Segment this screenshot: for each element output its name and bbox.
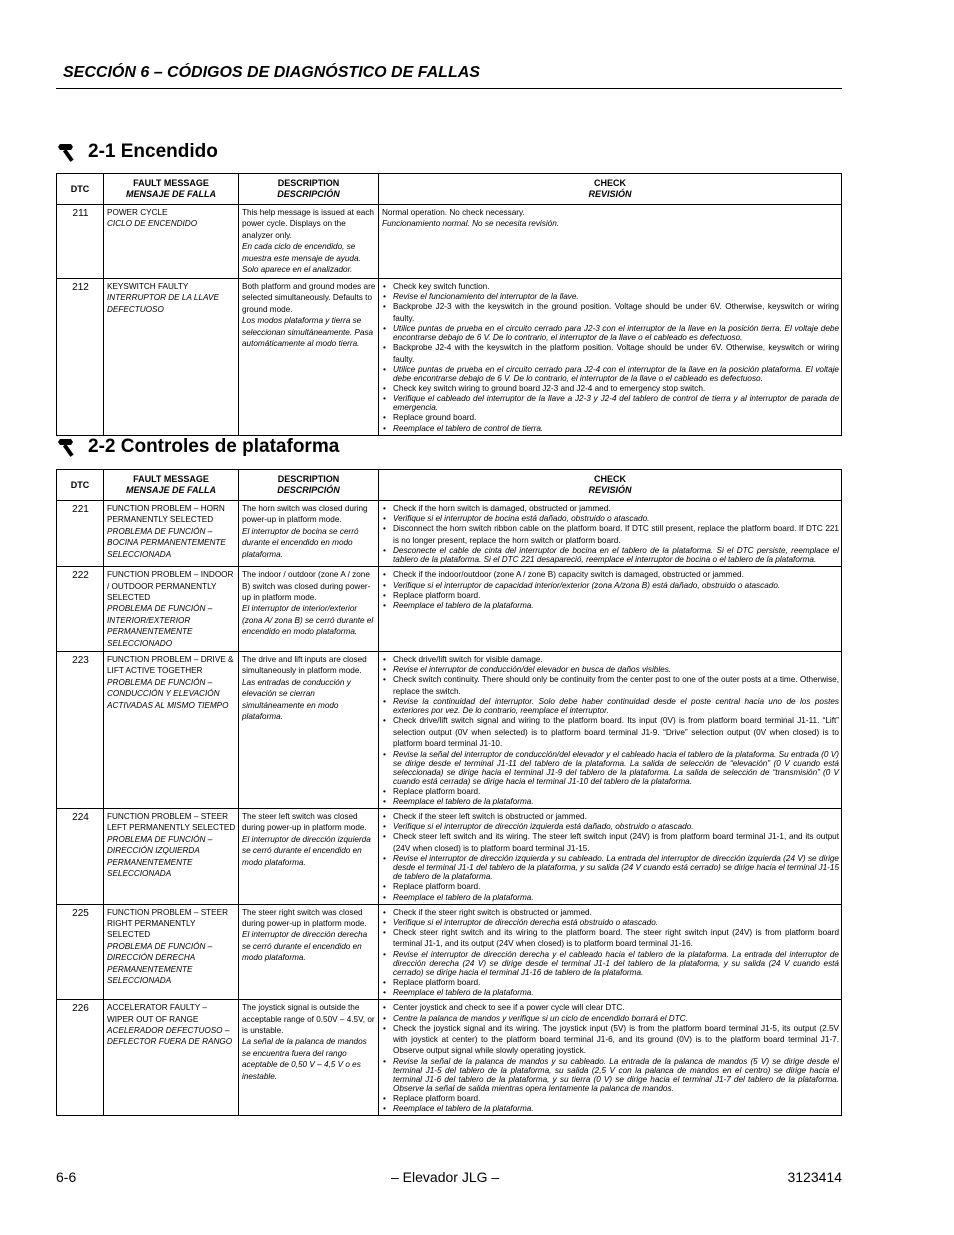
check-item: • Verifique si el interruptor de capacidad interior/exterior (zona A/zona B) está dañado, obstruido o atascado. xyxy=(382,581,839,590)
check-item: • Check key switch function. xyxy=(382,281,839,292)
document-number: 3123414 xyxy=(787,1169,842,1185)
wrench-hammer-icon xyxy=(56,436,80,458)
check-item: • Verifique el cableado del interruptor de la llave a J2-3 y J2-4 del tablero de control de tierra y al interruptor de parada de emergencia. xyxy=(382,394,839,412)
table-row xyxy=(57,808,842,904)
check-item: • Replace platform board. xyxy=(382,786,839,797)
check-item: • Check if the indoor/outdoor (zone A / zone B) capacity switch is damaged, obstructed or jammed. xyxy=(382,569,839,580)
dtc-code: 222 xyxy=(57,567,104,652)
check-item: • Disconnect the horn switch ribbon cable on the platform board. If DTC still present, replace the platform board. If DTC 221 is no longer present, replace the horn switch or platform board. xyxy=(382,523,839,546)
check-item: • Center joystick and check to see if a power cycle will clear DTC. xyxy=(382,1002,839,1013)
check-item: • Backprobe J2-4 with the keyswitch in the platform position. Voltage should be under 6V. Otherwise, keyswitch or wiring faulty. xyxy=(382,342,839,365)
table-row xyxy=(57,1000,842,1116)
check-item: • Centre la palanca de mandos y verifique si un ciclo de encendido borrará el DTC. xyxy=(382,1014,839,1023)
dtc-code: 224 xyxy=(57,808,104,904)
fault-description: The steer left switch was closed during power-up in platform mode. El interruptor de dirección izquierda se cerró durante el encendido en modo plataforma. xyxy=(239,808,379,904)
check-item: • Replace platform board. xyxy=(382,590,839,601)
fault-message: FUNCTION PROBLEM – HORN PERMANENTLY SELECTED PROBLEMA DE FUNCIÓN – BOCINA PERMANENTEMENTE SELECCIONADA xyxy=(104,501,239,567)
fault-message: FUNCTION PROBLEM – STEER LEFT PERMANENTLY SELECTED PROBLEMA DE FUNCIÓN – DIRECCIÓN IZQUIERDA PERMANENTEMENTE SELECCIONADA xyxy=(104,808,239,904)
table-row xyxy=(57,279,842,436)
check-item: • Replace ground board. xyxy=(382,412,839,423)
check-item: • Reemplace el tablero de la plataforma. xyxy=(382,797,839,806)
col-header-description: DESCRIPTION DESCRIPCIÓN xyxy=(239,174,379,205)
check-list xyxy=(382,281,839,433)
table-header-row xyxy=(57,470,842,501)
fault-check xyxy=(379,501,842,567)
fault-check xyxy=(379,808,842,904)
check-item: • Revise el funcionamiento del interruptor de la llave. xyxy=(382,292,839,301)
check-item: • Desconecte el cable de cinta del interruptor de bocina en el tablero de la plataforma. Si el DTC persiste, reemplace el tablero de la plataforma. Si el DTC 221 desapareció, reemplace el interruptor de bocina o el tablero de la plataforma. xyxy=(382,546,839,564)
check-item: • Check switch continuity. There should only be continuity from the center post to one of the outer posts at a time. Otherwise, replace the switch. xyxy=(382,674,839,697)
fault-description: The drive and lift inputs are closed simultaneously in platform mode. Las entradas de conducción y elevación se cierran simultáneamente en modo plataforma. xyxy=(239,652,379,809)
table-row xyxy=(57,567,842,652)
check-item: • Reemplace el tablero de la plataforma. xyxy=(382,601,839,610)
check-item: • Revise el interruptor de conducción/del elevador en busca de daños visibles. xyxy=(382,665,839,674)
fault-message: FUNCTION PROBLEM – DRIVE & LIFT ACTIVE TOGETHER PROBLEMA DE FUNCIÓN – CONDUCCIÓN Y ELEVACIÓN ACTIVADAS AL MISMO TIEMPO xyxy=(104,652,239,809)
check-item: • Replace platform board. xyxy=(382,977,839,988)
col-header-fault-message: FAULT MESSAGE MENSAJE DE FALLA xyxy=(104,470,239,501)
check-item: • Verifique si el interruptor de bocina está dañado, obstruido o atascado. xyxy=(382,514,839,523)
check-list xyxy=(382,811,839,902)
wrench-hammer-icon xyxy=(56,141,80,163)
col-header-fault-message: FAULT MESSAGE MENSAJE DE FALLA xyxy=(104,174,239,205)
table-row xyxy=(57,205,842,279)
check-item: • Reemplace el tablero de la plataforma. xyxy=(382,988,839,997)
fault-description: Both platform and ground modes are selected simultaneously. Defaults to ground mode. Los modos plataforma y tierra se seleccionan simultáneamente. Pasa automáticamente al modo tierra. xyxy=(239,279,379,436)
fault-description: The horn switch was closed during power-up in platform mode. El interruptor de bocina se cerró durante el encendido en modo plataforma. xyxy=(239,501,379,567)
col-header-dtc: DTC xyxy=(57,174,104,205)
col-header-check: CHECK REVISIÓN xyxy=(379,174,842,205)
dtc-code: 223 xyxy=(57,652,104,809)
fault-message: FUNCTION PROBLEM – INDOOR / OUTDOOR PERMANENTLY SELECTED PROBLEMA DE FUNCIÓN – INTERIOR/EXTERIOR PERMANENTEMENTE SELECCIONADO xyxy=(104,567,239,652)
fault-check xyxy=(379,279,842,436)
check-list xyxy=(382,1002,839,1113)
header-divider xyxy=(56,88,842,89)
check-item: • Revise la señal del interruptor de conducción/del elevador y el cableado hacia el tablero de la plataforma. Su entrada (0 V) se dirige desde el terminal J1-11 del tablero de la plataforma. La salida de selección de “elevación” (0 V cuando está seleccionada) se dirige hacia el terminal J1-9 del tablero de la plataforma. La salida de selección de “transmisión” (0 V cuando está cerrada) se dirige hacia el terminal J1-10 del tablero de la plataforma. xyxy=(382,750,839,786)
table-row xyxy=(57,501,842,567)
check-item: • Verifique si el interruptor de dirección derecha está obstruido o atascado. xyxy=(382,918,839,927)
check-item: • Utilice puntas de prueba en el circuito cerrado para J2-4 con el interruptor de la llave en la posición plataforma. El voltaje debe encontrarse debajo de 6 V. De lo contrario, el interruptor de la llave o el cableado es defectuoso. xyxy=(382,365,839,383)
check-list xyxy=(382,569,839,610)
dtc-code: 211 xyxy=(57,205,104,279)
col-header-description: DESCRIPTION DESCRIPCIÓN xyxy=(239,470,379,501)
fault-check xyxy=(379,652,842,809)
check-item: • Check drive/lift switch for visible damage. xyxy=(382,654,839,665)
fault-message: FUNCTION PROBLEM – STEER RIGHT PERMANENTLY SELECTED PROBLEMA DE FUNCIÓN – DIRECCIÓN DERECHA PERMANENTEMENTE SELECCIONADA xyxy=(104,904,239,1000)
fault-description: The steer right switch was closed during power-up in platform mode. El interruptor de dirección derecha se cerró durante el encendido en modo plataforma. xyxy=(239,904,379,1000)
fault-check xyxy=(379,904,842,1000)
section-2-1-title xyxy=(56,141,218,163)
dtc-code: 221 xyxy=(57,501,104,567)
fault-description: This help message is issued at each power cycle. Displays on the analyzer only. En cada ciclo de encendido, se muestra este mensaje de ayuda. Solo aparece en el analizador. xyxy=(239,205,379,279)
check-list xyxy=(382,654,839,806)
dtc-table-platform-controls xyxy=(56,469,842,1116)
fault-message: KEYSWITCH FAULTY INTERRUPTOR DE LA LLAVE DEFECTUOSO xyxy=(104,279,239,436)
section-2-2-title-text: 2-2 Controles de plataforma xyxy=(88,436,340,457)
section-header-title: SECCIÓN 6 – CÓDIGOS DE DIAGNÓSTICO DE FALLAS xyxy=(63,64,480,81)
check-item: • Check if the horn switch is damaged, obstructed or jammed. xyxy=(382,503,839,514)
col-header-dtc: DTC xyxy=(57,470,104,501)
dtc-table-power-up xyxy=(56,173,842,436)
check-item: • Check if the steer right switch is obstructed or jammed. xyxy=(382,907,839,918)
check-item: • Backprobe J2-3 with the keyswitch in the ground position. Voltage should be under 6V. Otherwise, keyswitch or wiring faulty. xyxy=(382,301,839,324)
check-item: • Verifique si el interruptor de dirección izquierda está dañado, obstruido o atascado. xyxy=(382,822,839,831)
fault-description: The indoor / outdoor (zone A / zone B) switch was closed during power-up in platform mode. El interruptor de interior/exterior (zona A/ zona B) se cerró durante el encendido en modo plataforma. xyxy=(239,567,379,652)
footer-publication-title: – Elevador JLG – xyxy=(391,1169,500,1185)
check-item: • Check if the steer left switch is obstructed or jammed. xyxy=(382,811,839,822)
check-item: • Revise la continuidad del interruptor. Solo debe haber continuidad desde el poste central hacia uno de los postes exteriores por vez. De lo contrario, reemplace el interruptor. xyxy=(382,697,839,715)
check-item: • Revise el interruptor de dirección izquierda y su cableado. La entrada del interruptor de dirección izquierda (24 V) se dirige desde el terminal J1-1 del tablero de la plataforma, y su salida (24 V cuando está cerrado) se dirige hacia el terminal J1-15 de tablero de la plataforma. xyxy=(382,854,839,881)
check-item: • Reemplace el tablero de la plataforma. xyxy=(382,1104,839,1113)
fault-message: ACCELERATOR FAULTY – WIPER OUT OF RANGE ACELERADOR DEFECTUOSO – DEFLECTOR FUERA DE RANGO xyxy=(104,1000,239,1116)
check-item: • Replace platform board. xyxy=(382,1093,839,1104)
check-item: • Check steer left switch and its wiring. The steer left switch input (24V) is from platform board terminal J1-1, and its output (24V when closed) is to platform board terminal J1-15. xyxy=(382,831,839,854)
table-row xyxy=(57,652,842,809)
fault-check: Normal operation. No check necessary. Funcionamiento normal. No se necesita revisión. xyxy=(379,205,842,279)
fault-description: The joystick signal is outside the acceptable range of 0.50V – 4.5V, or is unstable. La señal de la palanca de mandos se encuentra fuera del rango aceptable de 0,50 V – 4,5 V o es inestable. xyxy=(239,1000,379,1116)
dtc-code: 225 xyxy=(57,904,104,1000)
check-item: • Check drive/lift switch signal and wiring to the platform board. Its input (0V) is from platform board terminal J1-11. “Lift” selection output (0V when selected) is to platform board terminal J1-9. “Drive” selection output (0V when closed) is to platform board terminal J1-10. xyxy=(382,715,839,749)
dtc-code: 226 xyxy=(57,1000,104,1116)
fault-check xyxy=(379,1000,842,1116)
fault-message: POWER CYCLE CICLO DE ENCENDIDO xyxy=(104,205,239,279)
section-2-1-title-text: 2-1 Encendido xyxy=(88,141,218,162)
page-number: 6-6 xyxy=(56,1169,77,1185)
check-item: • Check steer right switch and its wiring to the platform board. The steer right switch input (24V) is from platform board terminal J1-1, and its output (24V when closed) is to platform board terminal J1-16. xyxy=(382,927,839,950)
table-header-row xyxy=(57,174,842,205)
check-item: • Replace platform board. xyxy=(382,881,839,892)
check-list xyxy=(382,907,839,998)
table-row xyxy=(57,904,842,1000)
check-item: • Revise el interruptor de dirección derecha y el cableado hacia el tablero de la plataforma. La entrada del interruptor de dirección derecha (24 V) se dirige desde el terminal J1-1 del tablero de la plataforma, y su salida (24 V cuando está cerrado) se dirige hacia el terminal J1-16 de tablero de la plataforma. xyxy=(382,950,839,977)
check-list xyxy=(382,503,839,564)
check-item: • Reemplace el tablero de la plataforma. xyxy=(382,893,839,902)
dtc-code: 212 xyxy=(57,279,104,436)
check-item: • Revise la señal de la palanca de mandos y su cableado. La entrada de la palanca de mandos (5 V) se dirige desde el terminal J1-5 del tablero de la plataforma, su salida (2,5 V con la palanca de mandos en el centro) se dirige hacia el terminal J1-6 del tablero de la plataforma, y su tierra (0 V) se dirige hacia el terminal J1-7 del tablero de la plataforma. Observe la señal de salida mientras opera lentamente la palanca de mandos. xyxy=(382,1057,839,1093)
check-item: • Utilice puntas de prueba en el circuito cerrado para J2-3 con el interruptor de la llave en la posición tierra. El voltaje debe encontrarse debajo de 6 V. De lo contrario, el interruptor de la llave o el cableado es defectuoso. xyxy=(382,324,839,342)
check-item: • Reemplace el tablero de control de tierra. xyxy=(382,424,839,433)
section-2-2-title xyxy=(56,436,339,458)
check-item: • Check the joystick signal and its wiring. The joystick input (5V) is from the platform board terminal J1-5, its output (2.5V with joystick at center) to the platform board terminal J1-6, and its ground (0V) is to the platform board terminal J1-7. Observe output signal while slowly operating joystick. xyxy=(382,1023,839,1057)
fault-check xyxy=(379,567,842,652)
col-header-check: CHECK REVISIÓN xyxy=(379,470,842,501)
check-item: • Check key switch wiring to ground board J2-3 and J2-4 and to emergency stop switch. xyxy=(382,383,839,394)
